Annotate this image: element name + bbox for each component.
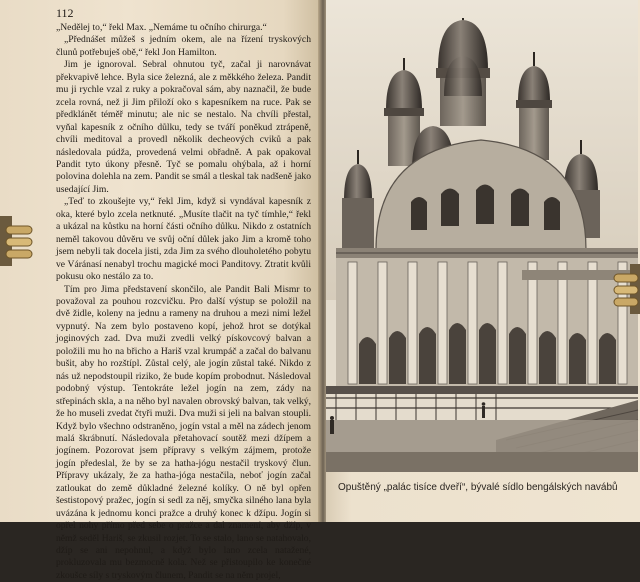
paragraph-1: „Nedělej to,“ řekl Max. „Nemáme tu očního chirurga.“ [56,22,267,33]
text-block [56,22,311,582]
photo-caption: Opuštěný „palác tisíce dveří“, bývalé sídlo bengálských navábů [338,482,618,493]
palace-photo [326,0,638,472]
paragraph-2: „Přednášet můžeš s jedním okem, ale na řízení tryskových člunů potřebuješ obě,“ řekl Jon Hamilton. [56,34,311,58]
paragraph-5: Tím pro Jima představení skončilo, ale Pandit Bali Mismr to považoval za pouhou rozcvičku. Pro další výstup se položil na dvě židle, koleny na jednu a rameny na druhou a mezi nimi ležel vypnutý. Na zem bylo postaveno kopí, jehož hrot se dotýkal joginových zad. Dva muži zvedli velký pískovcový balvan a položili mu ho na břicho a Hariš vzal krumpáč a začal do balvanu bušit, aby ho rozštípl. Zůstal celý, ale jogín zůstal také. Nikdo z nás už nepodstoupil riziko, že bude kopím probodnut. Následoval podobný výstup. Tentokráte ležel jogín na zem, zády na střepinách skla, a na něho byl navalen obrovský balvan, tak velký, že ho museli zvedat čtyři muži. Dva muži si jeli na balvan stoupli. Když bylo všechno odstraněno, jogín vstal a měl na zádech jenom malá škrábnutí. Následovala přetahovací soutěž mezi džípem a jogínem. Pozorovat jsem přípravy s velkým zájmem, protože jogín předeslal, že by se za hatha-jógu nestačil tryskový člun. Přípravy ukázaly, že za hatha-jóga nestačila, neboť jogín začal zatloukat do země důkladné železné kolíky. O ně byl opřen šestistopový pražec, jogín si sedl za něj, smyčka silného lana byla uvázána k jednomu konci pražce a druhý konec k džípu. Jogín si opřel nohy přímo před sebe o pražce a dal znamení, aby džíp, v němž seděl Hariš, se zkusil rozjet. To se stalo, lano se natahovalo, džíp se ani nepohnul, a když bylo lano zcela natažené, prokluzovala mu bezmocně kola. Než se přistoupilo ke konečné zkoušce síly s tryskovým člunem, Pandit se na něm projel, [56,283,311,581]
paragraph-3: Jim je ignoroval. Sebral ohnutou tyč, začal ji narovnávat překvapivě lehce. Byla sice železná, ale z měkkého železa. Pandit mu ji rychle vzal z ruky a pokračoval sám, aby naznačil, že bude zcela rovná, než ji Jim přiloží oko s kapesníkem na ruce. Pak se předklánět téměř minutu; ale nic se nestalo. Na chvíli přestal, vyňal kapesník z očního důlku, tedy se tváří poněkud ztrápeně, chvíli meditoval a provedl několik decheových cviků a pak následovala púdža, provedená velmi obřadně. A pak opakoval Pandit tyto úkony přesně. Tyč se pomalu ohýbala, až i horní polovina dolehla na zem. Pandit se smál a tleskal tak nadšeně jako usedající Jim. [56,59,311,195]
page-clip-left [0,212,34,270]
right-page [326,0,640,522]
page-clip-right [612,260,640,318]
paragraph-4: „Teď to zkoušejte vy,“ řekl Jim, když si vyndával kapesník z oka, které bylo zcela netknuté. „Musíte tlačit na tyč tímhle,“ řekl a ukázal na kůstku na horní části očního důlku. Nikdo z ostatních neměl takovou důvěru ve svůj oční důlek jako Jim a kromě toho jsem nebyli tak docela jisti, zda Jim za svého dlouholetého pobytu ve Váránasí nenabyl trochu magické moci Panditovy. Ztratit kvůli pokusu oko nestálo za to. [56,196,311,283]
page-number: 112 [56,6,74,20]
